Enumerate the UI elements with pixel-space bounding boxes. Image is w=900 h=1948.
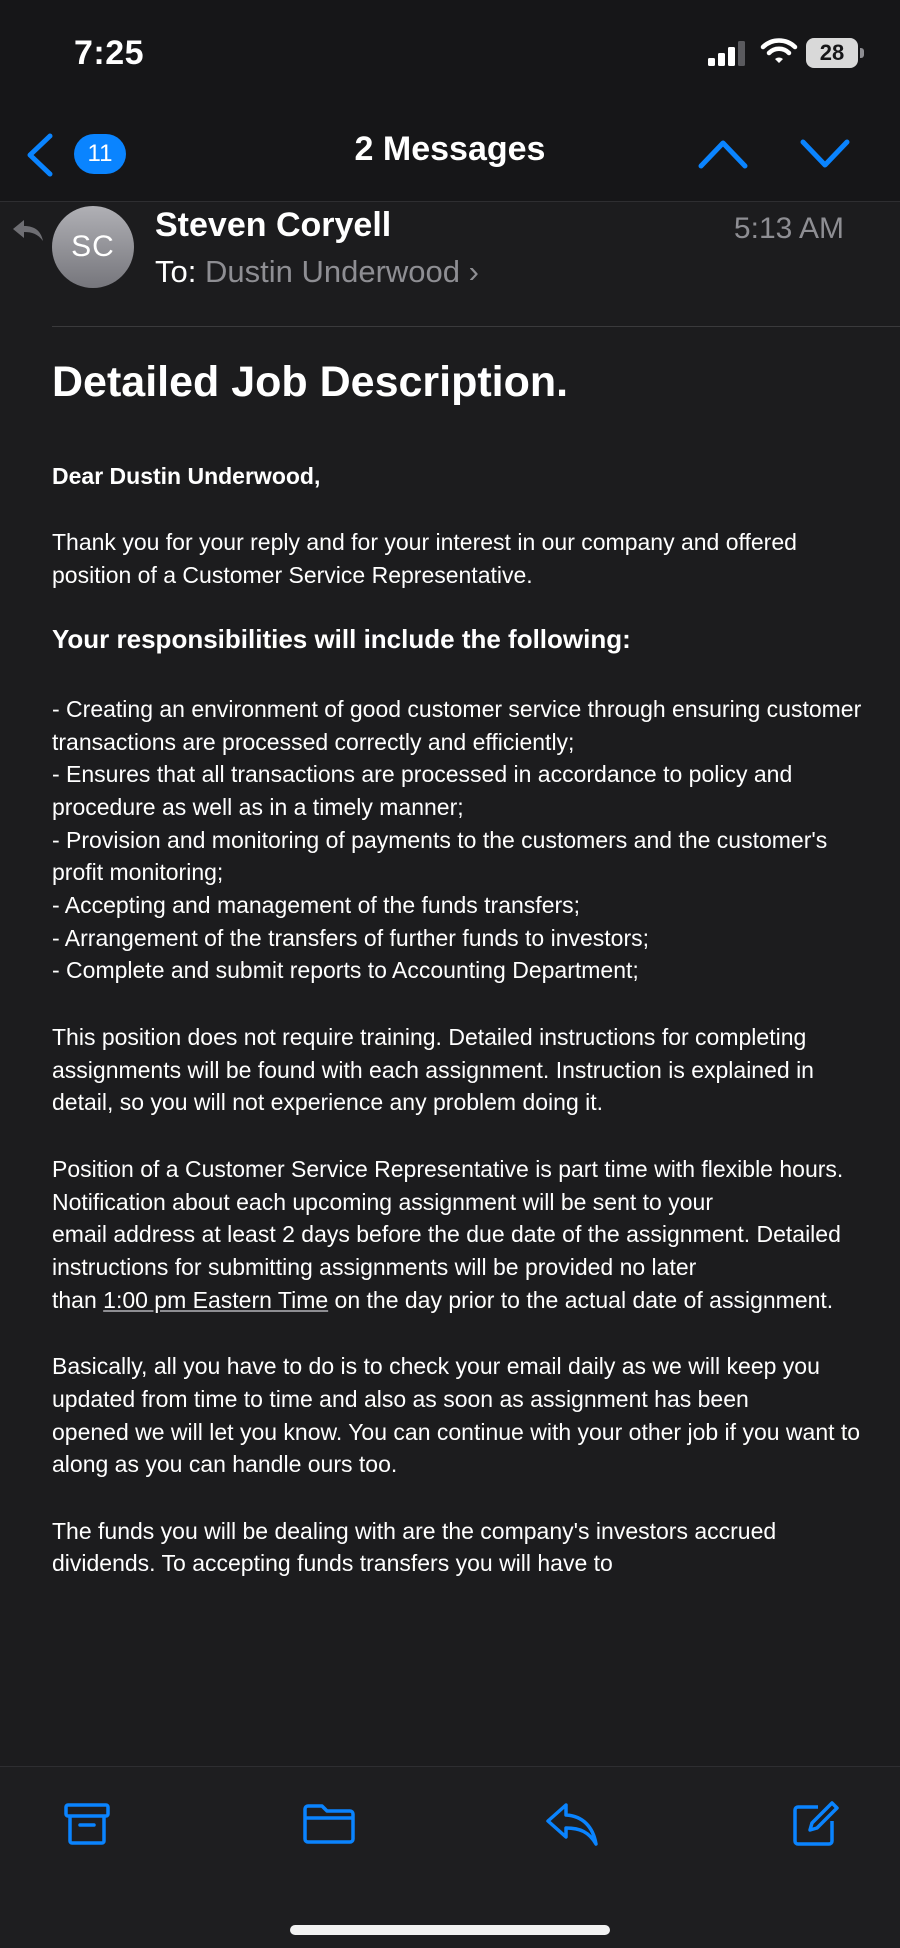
responsibility-item: - Ensures that all transactions are processed in accordance to policy and procedure as well as in a timely manner; [52,761,793,821]
compose-icon[interactable] [790,1799,840,1849]
received-time: 5:13 AM [733,212,844,245]
to-label: To: [155,254,197,289]
next-message-icon[interactable] [798,132,852,176]
message-body [52,330,862,1580]
responsibility-item: - Creating an environment of good customer service through ensuring customer transactions are processed correctly and efficiently; [52,696,862,755]
home-indicator[interactable] [290,1925,610,1935]
cellular-signal-icon [706,38,750,68]
responsibilities-heading: Your responsibilities will include the following: [52,624,631,655]
schedule-text-start: Position of a Customer Service Representative is part time with flexible hours. Notification about each upcoming assignment will be sent to your email address at least 2 days before the due date of the assignment. Detailed instructions for submitting assignments will be provided no later than [52,1155,844,1313]
daily-check-paragraph: Basically, all you have to do is to check your email daily as we will keep you updated from time to time and also as soon as assignment has been opened we will let you know. You can continue with your other job if you want to along as you can handle ours too. [52,1353,861,1478]
funds-paragraph: The funds you will be dealing with are the company's investors accrued dividends. To accepting funds transfers you will have to [52,1517,777,1577]
responsibilities-list [52,693,862,987]
folder-icon[interactable] [302,1799,356,1849]
responsibility-item: - Complete and submit reports to Accounting Department; [52,957,639,984]
training-paragraph: This position does not require training. Detailed instructions for completing assignments will be found with each assignment. Instruction is explained in detail, so you will not experience any problem doing it. [52,1023,814,1116]
intro-paragraph: Thank you for your reply and for your interest in our company and offered position of a Customer Service Representative. [52,528,797,588]
reply-icon[interactable] [544,1799,600,1849]
message-nav-bar [0,110,900,202]
responsibility-item: - Provision and monitoring of payments to the customers and the customer's profit monitoring; [52,826,828,886]
wifi-icon [760,36,798,66]
archive-icon[interactable] [62,1799,112,1849]
recipient-name[interactable]: Dustin Underwood › [204,254,479,289]
battery-indicator: 28 [806,38,858,68]
eastern-time-link[interactable]: 1:00 pm Eastern Time [103,1286,329,1313]
sender-name[interactable]: Steven Coryell [155,206,392,244]
message-header [0,202,900,328]
responsibility-item: - Arrangement of the transfers of further funds to investors; [52,924,650,951]
sender-avatar[interactable]: SC [52,206,134,288]
back-chevron-icon[interactable] [22,132,58,178]
email-subject: Detailed Job Description. [52,358,569,406]
schedule-text-end: on the day prior to the actual date of assignment. [328,1286,834,1313]
email-greeting: Dear Dustin Underwood, [52,462,321,489]
previous-message-icon[interactable] [696,132,750,176]
schedule-paragraph [52,1153,862,1316]
thread-title: 2 Messages [354,130,546,168]
status-time: 7:25 [74,34,145,72]
replied-indicator-icon [10,216,46,244]
responsibility-item: - Accepting and management of the funds transfers; [52,891,581,918]
bottom-toolbar [0,1766,900,1948]
header-divider [52,326,900,327]
recipient-line[interactable] [155,254,479,290]
status-bar [0,0,900,110]
unread-count-badge[interactable]: 11 [74,134,126,174]
